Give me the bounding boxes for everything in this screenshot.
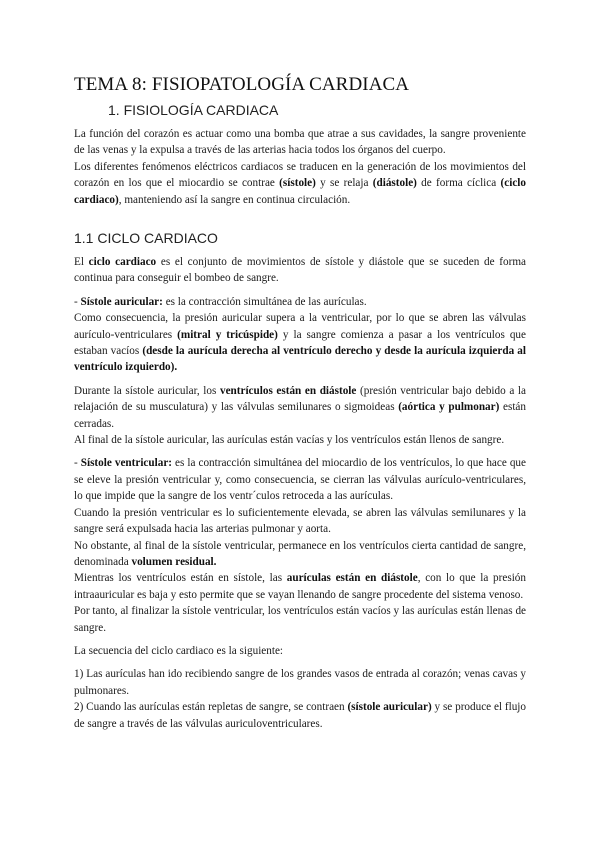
text-run: de forma cíclica — [416, 177, 501, 190]
bold-term-diastole: (diástole) — [372, 177, 417, 190]
text-run: , con lo que la presión intraauricular es baja y esto permite que se vayan llenando de sangre procedente del sistema venoso. — [74, 572, 526, 601]
text-run: y se relaja — [315, 177, 373, 190]
text-run: es la contracción simultánea de las aurículas. — [162, 295, 367, 308]
ciclo-paragraph-1 — [74, 254, 526, 287]
bold-term-sistole: (sístole) — [279, 177, 316, 190]
intro-block — [74, 126, 526, 208]
text-run: Los diferentes fenómenos eléctricos cardiacos se traducen en la generación de los movimientos del corazón en los que el miocardio se contrae — [74, 160, 526, 190]
sistole-ventricular-paragraph-5: Por tanto, al finalizar la sístole ventricular, los ventrículos están vacíos y las aurículas están llenas de sangre. — [74, 605, 526, 634]
bold-term: ventrículos están en diástole — [219, 384, 357, 397]
bold-term: (sístole auricular) — [347, 701, 432, 714]
text-run: 2) Cuando las aurículas están repletas de sangre, se contraen — [74, 701, 348, 714]
section-heading-ciclo: 1.1 CICLO CARDIACO — [74, 230, 218, 246]
document-title: TEMA 8: FISIOPATOLOGÍA CARDIACA — [74, 74, 410, 95]
text-run: El — [74, 256, 89, 268]
sistole-ventricular-paragraph-2: Cuando la presión ventricular es lo suficientemente elevada, se abren las válvulas semilunares y la sangre será expulsada hacia las arterias pulmonar y aorta. — [74, 506, 526, 536]
text-run: están cerradas. — [74, 401, 526, 430]
bold-term: (mitral y tricúspide) — [177, 328, 278, 341]
bold-term: (desde la aurícula derecha al ventrículo derecho y desde la aurícula izquierda al ventrículo izquierdo). — [74, 345, 526, 374]
bold-term: aurículas están en diástole — [286, 572, 418, 585]
secuencia-intro: La secuencia del ciclo cardiaco es la siguiente: — [74, 644, 284, 657]
sistole-auricular-paragraph-2 — [74, 310, 526, 376]
text-run: No obstante, al final de la sístole ventricular, permanece en los ventrículos cierta cantidad de sangre, denominada — [74, 539, 526, 568]
sistole-ventricular-heading — [74, 455, 526, 504]
bold-term: Sístole auricular: — [80, 295, 163, 308]
sistole-auricular-heading — [74, 294, 526, 310]
text-run: Como consecuencia, la presión auricular supera a la ventricular, por lo que se abren las válvulas aurículo-ventriculares — [74, 312, 526, 341]
text-run: , manteniendo así la sangre en continua circulación. — [118, 193, 351, 206]
text-run: Mientras los ventrículos están en sístole, las — [74, 572, 287, 585]
ciclo-block — [74, 254, 526, 732]
sistole-auricular-paragraph-4: Al final de la sístole auricular, las aurículas están vacías y los ventrículos están llenos de sangre. — [74, 434, 505, 447]
section-heading-fisiologia: 1. FISIOLOGÍA CARDIACA — [108, 102, 279, 118]
text-run: y la sangre comienza a pasar a los ventrículos que estaban vacíos — [74, 328, 526, 358]
secuencia-step-2 — [74, 699, 526, 732]
bold-term-ciclo-cardiaco: (ciclo cardiaco) — [74, 177, 526, 206]
text-run: - — [74, 295, 81, 308]
text-run: es el conjunto de movimientos de sístole y diástole que se suceden de forma continua para conseguir el bombeo de sangre. — [74, 256, 527, 285]
bold-term: volumen residual. — [131, 555, 217, 568]
text-run: (presión ventricular bajo debido a la relajación de su musculatura) y las válvulas semilunares o sigmoideas — [74, 384, 526, 414]
text-run: y se produce el flujo de sangre a través de las válvulas auriculoventriculares. — [74, 701, 527, 730]
text-run: es la contracción simultánea del miocardio de los ventrículos, lo que hace que se eleve la presión ventricular y, como consecuencia, se cierran las válvulas aurículo-ventriculares, lo que impide que la sangre de los ventr´culos retroceda a las aurículas. — [74, 457, 526, 503]
bold-term: Sístole ventricular: — [80, 457, 173, 470]
intro-paragraph-1: La función del corazón es actuar como una bomba que atrae a sus cavidades, la sangre proveniente de las venas y la expulsa a través de las arterias hacia todos los órganos del cuerpo. — [74, 128, 526, 157]
text-run: Durante la sístole auricular, los — [74, 384, 220, 397]
intro-paragraph-2 — [74, 159, 526, 208]
sistole-ventricular-paragraph-4 — [74, 570, 526, 603]
bold-term: (aórtica y pulmonar) — [398, 401, 500, 414]
bold-term: ciclo cardiaco — [88, 256, 157, 268]
sistole-auricular-paragraph-3 — [74, 383, 526, 432]
text-run: - — [74, 457, 81, 470]
secuencia-step-1: 1) Las aurículas han ido recibiendo sangre de los grandes vasos de entrada al corazón; venas cavas y pulmonares. — [74, 668, 526, 697]
sistole-ventricular-paragraph-3 — [74, 538, 526, 571]
